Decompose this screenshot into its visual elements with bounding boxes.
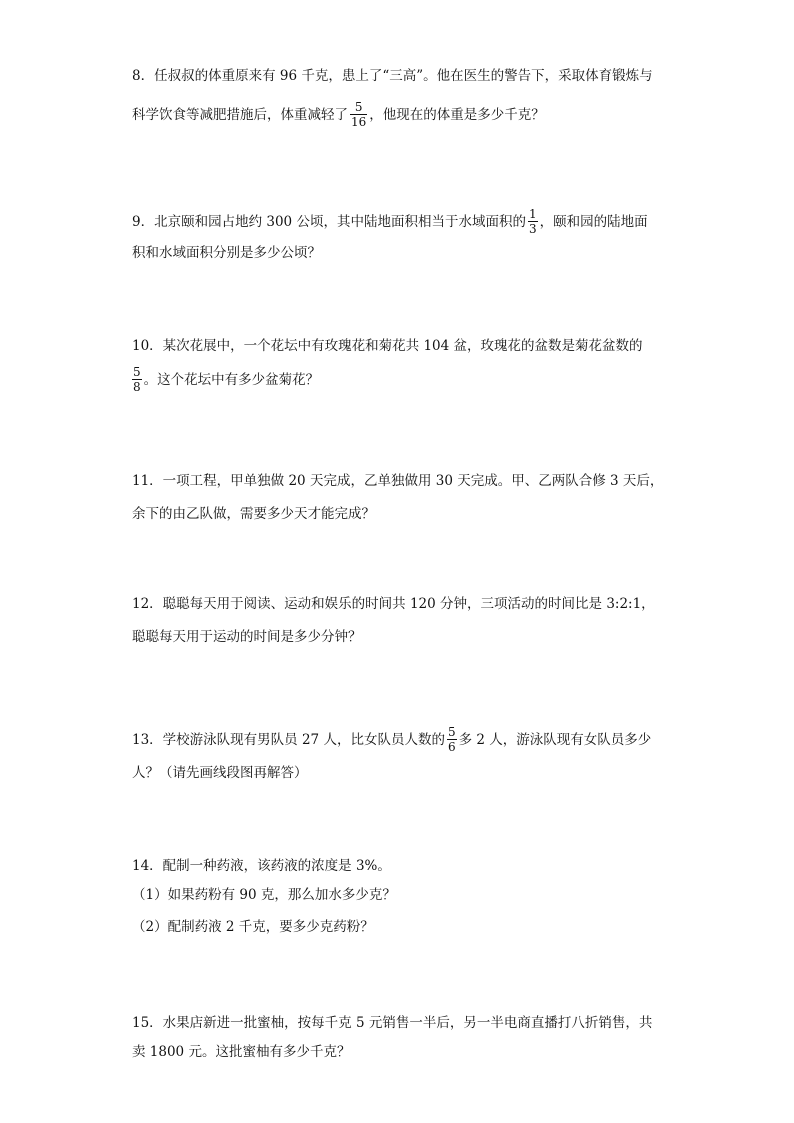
fraction-numerator: 5 <box>133 365 141 379</box>
question-8-text-before-fraction: 科学饮食等减肥措施后，体重减轻了 <box>132 107 348 123</box>
question-8-line-2 <box>132 102 545 129</box>
question-12-line-2: 聪聪每天用于运动的时间是多少分钟？ <box>132 629 362 645</box>
question-10-text-after-fraction: 。这个花坛中有多少盆菊花？ <box>143 372 320 388</box>
question-10-fraction <box>132 366 142 393</box>
fraction-numerator: 1 <box>528 207 537 221</box>
question-13-line-1 <box>132 727 651 754</box>
question-11-line-2: 余下的由乙队做，需要多少天才能完成？ <box>132 506 375 522</box>
question-10-line-2 <box>132 367 319 394</box>
question-15-line-2: 卖 1800 元。这批蜜柚有多少千克？ <box>132 1044 351 1060</box>
question-9-line-1 <box>132 209 648 236</box>
question-14-subquestion-2: （2）配制药液 2 千克，要多少克药粉？ <box>132 919 374 935</box>
question-14-subquestion-1: （1）如果药粉有 90 克，那么加水多少克？ <box>132 887 396 903</box>
question-15-line-1: 15．水果店新进一批蜜柚，按每千克 5 元销售一半后，另一半电商直播打八折销售，共 <box>132 1015 653 1031</box>
fraction-numerator: 5 <box>447 725 456 739</box>
question-14-line-1: 14．配制一种药液，该药液的浓度是 3%。 <box>132 858 391 874</box>
question-9-text-after-fraction: ，颐和园的陆地面 <box>539 214 648 230</box>
question-13-text-after-fraction: 多 2 人，游泳队现有女队员多少 <box>458 732 652 748</box>
fraction-denominator: 3 <box>528 222 537 236</box>
fraction-numerator: 5 <box>354 100 363 114</box>
fraction-denominator: 16 <box>351 115 367 129</box>
question-13-text-before-fraction: 13．学校游泳队现有男队员 27 人，比女队员人数的 <box>132 732 445 748</box>
fraction-denominator: 6 <box>447 740 456 754</box>
question-11-line-1: 11．一项工程，甲单独做 20 天完成，乙单独做用 30 天完成。甲、乙两队合修 3 天后， <box>132 473 664 489</box>
fraction-denominator: 8 <box>133 380 141 394</box>
question-13-line-2: 人？（请先画线段图再解答） <box>132 765 308 781</box>
question-9-line-2: 积和水域面积分别是多少公顷？ <box>132 245 321 261</box>
question-9-fraction <box>528 208 538 235</box>
question-8-line-1: 8．任叔叔的体重原来有 96 千克，患上了“三高”。他在医生的警告下，采取体育锻炼与 <box>132 68 653 84</box>
question-13-fraction <box>447 726 457 753</box>
question-8-text-after-fraction: ，他现在的体重是多少千克？ <box>369 107 545 123</box>
question-10-line-1: 10．某次花展中，一个花坛中有玫瑰花和菊花共 104 盆，玫瑰花的盆数是菊花盆数的 <box>132 338 643 354</box>
question-9-text-before-fraction: 9．北京颐和园占地约 300 公顷，其中陆地面积相当于水域面积的 <box>132 214 526 230</box>
question-8-fraction <box>350 101 367 128</box>
question-12-line-1: 12．聪聪每天用于阅读、运动和娱乐的时间共 120 分钟，三项活动的时间比是 3:2:1， <box>132 596 655 612</box>
